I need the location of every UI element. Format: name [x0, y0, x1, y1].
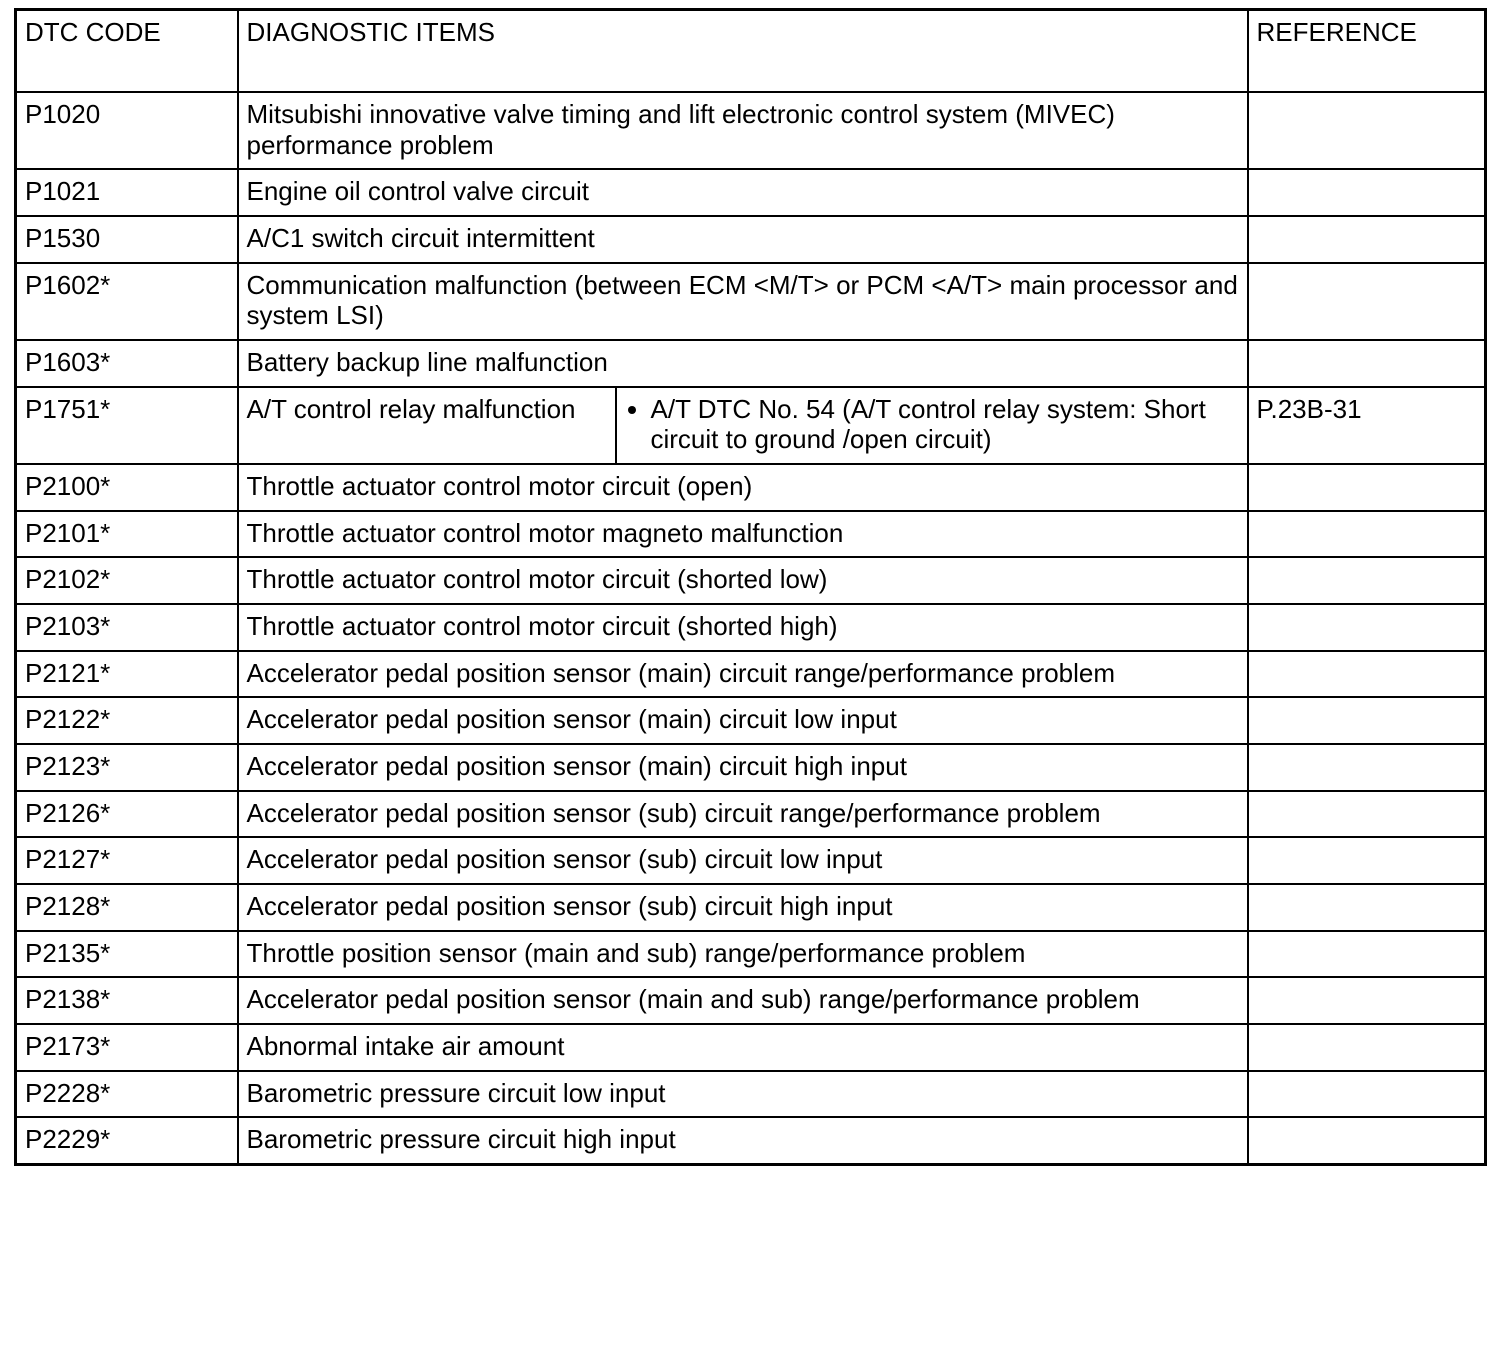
table-row — [16, 977, 1486, 1024]
table-row — [16, 216, 1486, 263]
cell-dtc-code: P1602* — [16, 263, 238, 340]
cell-reference — [1248, 557, 1486, 604]
cell-diagnostic-item: Engine oil control valve circuit — [238, 169, 1248, 216]
cell-dtc-code: P2101* — [16, 511, 238, 558]
cell-diagnostic-item: Accelerator pedal position sensor (sub) circuit low input — [238, 837, 1248, 884]
cell-diagnostic-item: Throttle actuator control motor magneto malfunction — [238, 511, 1248, 558]
cell-reference — [1248, 92, 1486, 169]
cell-diagnostic-item: Throttle actuator control motor circuit (shorted high) — [238, 604, 1248, 651]
cell-dtc-code: P2123* — [16, 744, 238, 791]
table-header — [16, 10, 1486, 93]
detail-bullet-item: • A/T DTC No. 54 (A/T control relay system: Short circuit to ground /open circuit) — [651, 394, 1239, 455]
table-row — [16, 92, 1486, 169]
cell-diagnostic-item: Accelerator pedal position sensor (main and sub) range/performance problem — [238, 977, 1248, 1024]
cell-reference — [1248, 884, 1486, 931]
detail-bullet-list — [625, 394, 1239, 455]
table-row — [16, 557, 1486, 604]
table-row — [16, 791, 1486, 838]
table-row — [16, 1071, 1486, 1118]
cell-reference — [1248, 744, 1486, 791]
header-row — [16, 10, 1486, 93]
cell-dtc-code: P2135* — [16, 931, 238, 978]
cell-reference — [1248, 464, 1486, 511]
cell-reference — [1248, 697, 1486, 744]
cell-diagnostic-item: Accelerator pedal position sensor (main) circuit range/performance problem — [238, 651, 1248, 698]
table-body — [16, 92, 1486, 1165]
table-row — [16, 931, 1486, 978]
cell-diagnostic-item-label: A/T control relay malfunction — [239, 388, 616, 463]
cell-diagnostic-item: Accelerator pedal position sensor (sub) circuit high input — [238, 884, 1248, 931]
table-row — [16, 464, 1486, 511]
split-cell-table — [239, 388, 1247, 463]
cell-reference: P.23B-31 — [1248, 387, 1486, 464]
cell-reference — [1248, 651, 1486, 698]
cell-reference — [1248, 791, 1486, 838]
cell-reference — [1248, 977, 1486, 1024]
cell-dtc-code: P2122* — [16, 697, 238, 744]
cell-dtc-code: P2127* — [16, 837, 238, 884]
cell-diagnostic-item: Accelerator pedal position sensor (main) circuit high input — [238, 744, 1248, 791]
table-row — [16, 604, 1486, 651]
cell-reference — [1248, 511, 1486, 558]
cell-reference — [1248, 216, 1486, 263]
cell-diagnostic-item: Communication malfunction (between ECM <M/T> or PCM <A/T> main processor and system LSI) — [238, 263, 1248, 340]
table-row — [16, 884, 1486, 931]
cell-reference — [1248, 263, 1486, 340]
cell-dtc-code: P2138* — [16, 977, 238, 1024]
cell-reference — [1248, 1071, 1486, 1118]
cell-reference — [1248, 340, 1486, 387]
cell-diagnostic-item: Throttle position sensor (main and sub) range/performance problem — [238, 931, 1248, 978]
cell-dtc-code: P1530 — [16, 216, 238, 263]
cell-reference — [1248, 169, 1486, 216]
cell-reference — [1248, 931, 1486, 978]
cell-diagnostic-item: A/C1 switch circuit intermittent — [238, 216, 1248, 263]
table-row — [16, 697, 1486, 744]
cell-dtc-code: P2121* — [16, 651, 238, 698]
cell-dtc-code: P1020 — [16, 92, 238, 169]
table-row — [16, 744, 1486, 791]
table-row — [16, 169, 1486, 216]
table-row — [16, 387, 1486, 464]
cell-diagnostic-item: Accelerator pedal position sensor (sub) circuit range/performance problem — [238, 791, 1248, 838]
column-header-diagnostic-items: DIAGNOSTIC ITEMS — [238, 10, 1248, 93]
cell-dtc-code: P2103* — [16, 604, 238, 651]
cell-dtc-code: P2229* — [16, 1117, 238, 1164]
table-row — [16, 340, 1486, 387]
dtc-table — [14, 8, 1487, 1166]
cell-dtc-code: P2102* — [16, 557, 238, 604]
table-row — [16, 837, 1486, 884]
cell-diagnostic-item: Battery backup line malfunction — [238, 340, 1248, 387]
cell-reference — [1248, 604, 1486, 651]
cell-dtc-code: P2228* — [16, 1071, 238, 1118]
cell-diagnostic-item: Throttle actuator control motor circuit (shorted low) — [238, 557, 1248, 604]
cell-diagnostic-item — [238, 387, 1248, 464]
cell-diagnostic-item: Barometric pressure circuit high input — [238, 1117, 1248, 1164]
table-row — [16, 651, 1486, 698]
cell-diagnostic-item: Barometric pressure circuit low input — [238, 1071, 1248, 1118]
table-row — [16, 263, 1486, 340]
cell-dtc-code: P2173* — [16, 1024, 238, 1071]
cell-reference — [1248, 837, 1486, 884]
cell-dtc-code: P2126* — [16, 791, 238, 838]
cell-dtc-code: P1751* — [16, 387, 238, 464]
column-header-dtc-code: DTC CODE — [16, 10, 238, 93]
cell-reference — [1248, 1024, 1486, 1071]
cell-dtc-code: P1021 — [16, 169, 238, 216]
cell-diagnostic-item-detail — [616, 388, 1247, 463]
cell-dtc-code: P1603* — [16, 340, 238, 387]
table-row — [16, 1024, 1486, 1071]
table-row — [16, 511, 1486, 558]
table-row — [16, 1117, 1486, 1164]
cell-diagnostic-item: Accelerator pedal position sensor (main) circuit low input — [238, 697, 1248, 744]
cell-dtc-code: P2100* — [16, 464, 238, 511]
cell-dtc-code: P2128* — [16, 884, 238, 931]
cell-diagnostic-item: Throttle actuator control motor circuit (open) — [238, 464, 1248, 511]
split-cell-row — [239, 388, 1247, 463]
cell-diagnostic-item: Abnormal intake air amount — [238, 1024, 1248, 1071]
cell-diagnostic-item: Mitsubishi innovative valve timing and lift electronic control system (MIVEC) performance problem — [238, 92, 1248, 169]
cell-reference — [1248, 1117, 1486, 1164]
column-header-reference: REFERENCE — [1248, 10, 1486, 93]
